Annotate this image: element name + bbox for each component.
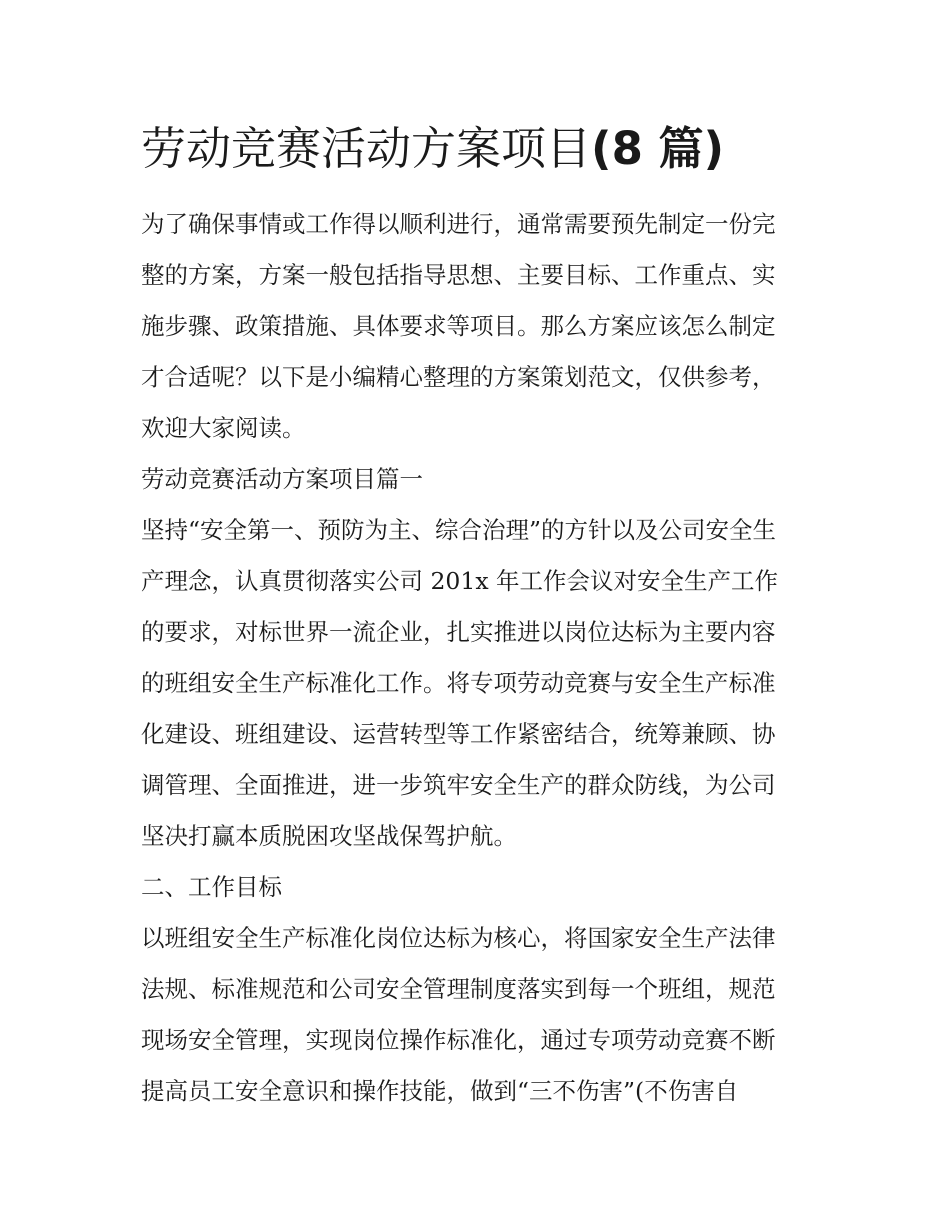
- text-line: 坚决打赢本质脱困攻坚战保驾护航。: [141, 822, 517, 850]
- text-line: 坚持“安全第一、预防为主、综合治理”的方针以及公司安全生: [141, 516, 777, 544]
- text-line: 二、工作目标: [141, 873, 282, 901]
- text-line: 欢迎大家阅读。: [141, 414, 306, 442]
- text-line: 产理念，认真贯彻落实公司 201x 年工作会议对安全生产工作: [141, 567, 779, 595]
- text-line: 以班组安全生产标准化岗位达标为核心，将国家安全生产法律: [141, 924, 776, 952]
- body-paragraph: [141, 913, 821, 1117]
- text-line: 调管理、全面推进，进一步筑牢安全生产的群众防线，为公司: [141, 771, 776, 799]
- body-paragraph: [141, 505, 821, 862]
- text-line: 的班组安全生产标准化工作。将专项劳动竞赛与安全生产标准: [141, 669, 776, 697]
- section-heading: [141, 454, 821, 505]
- text-line: 才合适呢？以下是小编精心整理的方案策划范文，仅供参考，: [141, 363, 776, 391]
- document-title: [141, 118, 821, 180]
- text-line: 提高员工安全意识和操作技能，做到“三不伤害”(不伤害自: [141, 1077, 739, 1105]
- title-count: (8 篇): [591, 122, 725, 175]
- text-line: 劳动竞赛活动方案项目篇一: [141, 465, 423, 493]
- text-line: 施步骤、政策措施、具体要求等项目。那么方案应该怎么制定: [141, 312, 776, 340]
- title-main: 劳动竞赛活动方案项目: [141, 122, 592, 175]
- text-line: 法规、标准规范和公司安全管理制度落实到每一个班组，规范: [141, 975, 776, 1003]
- text-line: 化建设、班组建设、运营转型等工作紧密结合，统筹兼顾、协: [141, 720, 776, 748]
- document-content: [141, 118, 821, 1117]
- text-line: 整的方案，方案一般包括指导思想、主要目标、工作重点、实: [141, 261, 776, 289]
- section-heading: [141, 862, 821, 913]
- text-line: 为了确保事情或工作得以顺利进行，通常需要预先制定一份完: [141, 210, 776, 238]
- intro-paragraph: [141, 199, 821, 454]
- text-line: 的要求，对标世界一流企业，扎实推进以岗位达标为主要内容: [141, 618, 776, 646]
- text-line: 现场安全管理，实现岗位操作标准化，通过专项劳动竞赛不断: [141, 1026, 776, 1054]
